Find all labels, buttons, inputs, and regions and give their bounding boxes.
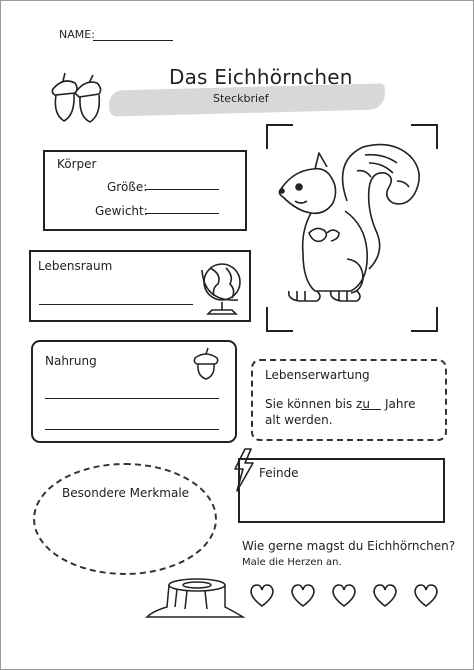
tree-stump-icon (143, 577, 247, 619)
page-subtitle: Steckbrief (213, 92, 269, 105)
lebensraum-line[interactable] (39, 304, 193, 305)
heart-icon[interactable] (249, 583, 275, 609)
nahrung-line-2[interactable] (45, 429, 219, 430)
acorn-icon (45, 59, 107, 129)
rating-instruction: Male die Herzen an. (242, 557, 342, 568)
rating-question: Wie gerne magst du Eichhörnchen? (242, 539, 456, 553)
lebensraum-label: Lebensraum (38, 259, 113, 273)
lebenserwartung-text-2: alt werden. (265, 413, 333, 427)
gewicht-label: Gewicht: (95, 204, 148, 218)
acorn-icon (191, 346, 221, 382)
heart-icon[interactable] (372, 583, 398, 609)
jahre-line[interactable] (361, 409, 381, 410)
gewicht-line[interactable] (145, 213, 219, 214)
nahrung-label: Nahrung (45, 354, 97, 368)
lebenserwartung-text-1b: Jahre (385, 397, 416, 411)
lebenserwartung-label: Lebenserwartung (265, 368, 370, 382)
globe-icon (198, 258, 246, 320)
name-label: NAME: (59, 28, 95, 41)
feinde-label: Feinde (259, 466, 299, 480)
heart-icon[interactable] (413, 583, 439, 609)
squirrel-illustration (273, 141, 433, 311)
nahrung-line-1[interactable] (45, 398, 219, 399)
name-line[interactable] (93, 40, 173, 41)
merkmale-label: Besondere Merkmale (62, 486, 190, 500)
page-title: Das Eichhörnchen (169, 65, 353, 89)
heart-icon[interactable] (331, 583, 357, 609)
heart-icon[interactable] (290, 583, 316, 609)
groesse-line[interactable] (145, 189, 219, 190)
koerper-label: Körper (57, 157, 97, 171)
groesse-label: Größe: (107, 180, 148, 194)
merkmale-oval (33, 463, 217, 575)
lebenserwartung-text-1a: Sie können bis zu (265, 397, 370, 411)
